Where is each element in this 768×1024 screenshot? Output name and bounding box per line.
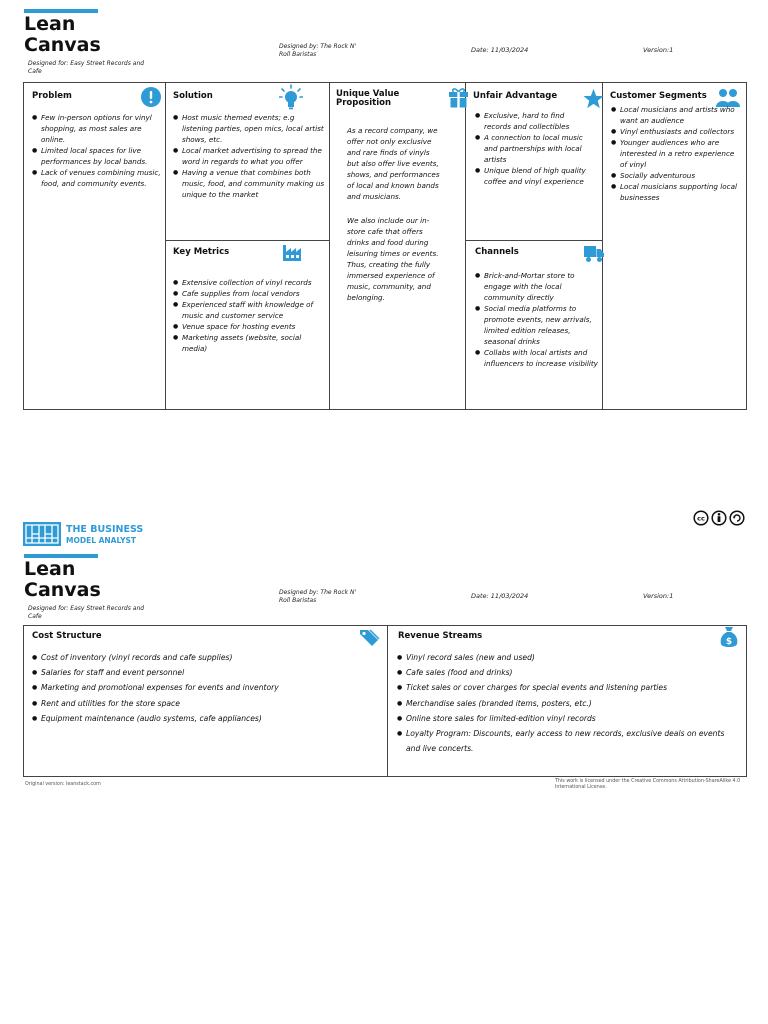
brand-name-line-2: MODEL ANALYST [66, 536, 137, 545]
page-title [24, 14, 101, 56]
truck-icon [584, 245, 604, 263]
version: Version:1 [643, 592, 674, 600]
title-line-1: Lean [24, 558, 76, 580]
exclamation-icon [141, 87, 161, 107]
customer-segments-list [611, 104, 739, 203]
divider [165, 82, 166, 410]
uvp-title [336, 90, 399, 107]
svg-text:$: $ [725, 637, 733, 648]
footer-original-version: Original version: leanstack.com [25, 782, 101, 787]
channels-title: Channels [475, 247, 519, 257]
designed-for: Designed for: Easy Street Records and Cafe [28, 60, 145, 75]
list-item: ● Socially adventurous [611, 170, 739, 181]
uvp-title-line-2: Proposition [336, 97, 392, 108]
gift-icon [448, 87, 469, 108]
title-line-2: Canvas [24, 579, 101, 601]
list-item: ● Limited local spaces for live performances by local bands. [32, 145, 162, 167]
divider [329, 82, 330, 410]
list-item: ● Local musicians supporting local businesses [611, 181, 739, 203]
divider [465, 240, 602, 241]
list-item: ● Venue space for hosting events [173, 321, 325, 332]
revenue-streams-list [397, 650, 739, 756]
key-metrics-title: Key Metrics [173, 247, 230, 257]
channels-list [475, 270, 599, 369]
list-item: ● Loyalty Program: Discounts, early access to new records, exclusive deals on events and live concerts. [397, 726, 739, 756]
key-metrics-list [173, 277, 325, 354]
list-item: ● Younger audiences who are interested in a retro experience of vinyl [611, 137, 739, 170]
designed-by: Designed by: The Rock N' Roll Baristas [279, 589, 357, 604]
footer-license: This work is licensed under the Creative Commons Attribution-ShareAlike 4.0 International License. [555, 779, 741, 790]
divider [465, 82, 466, 410]
list-item: ● Extensive collection of vinyl records [173, 277, 325, 288]
list-item: ● Online store sales for limited-edition vinyl records [397, 711, 739, 726]
factory-icon [282, 242, 302, 262]
list-item: ● Cost of inventory (vinyl records and cafe supplies) [32, 650, 382, 665]
list-item: ● Collabs with local artists and influencers to increase visibility [475, 347, 599, 369]
list-item: ● Rent and utilities for the store space [32, 696, 382, 711]
customer-segments-title: Customer Segments [610, 91, 707, 101]
list-item: ● Social media platforms to promote events, new arrivals, limited edition releases, seasonal drinks [475, 303, 599, 347]
list-item: ● Experienced staff with knowledge of music and customer service [173, 299, 325, 321]
list-item: ● Cafe supplies from local vendors [173, 288, 325, 299]
problem-list [32, 112, 162, 189]
page-title-2 [24, 559, 101, 601]
divider [387, 625, 388, 777]
list-item: ● Merchandise sales (branded items, posters, etc.) [397, 696, 739, 711]
list-item: ● Unique blend of high quality coffee and vinyl experience [475, 165, 593, 187]
list-item: ● Exclusive, hard to find records and collectibles [475, 110, 593, 132]
version: Version:1 [643, 46, 674, 54]
cost-structure-list [32, 650, 382, 726]
list-item: ● Marketing and promotional expenses for events and inventory [32, 680, 382, 695]
uvp-paragraph-1: As a record company, we offer not only exclusive and rare finds of vinyls but also offer live events, shows, and performances of local and known bands and musicians. [347, 126, 440, 201]
unfair-advantage-list [475, 110, 593, 187]
svg-text:cc: cc [697, 514, 705, 523]
designed-by: Designed by: The Rock N' Roll Baristas [279, 43, 357, 58]
list-item: ● Ticket sales or cover charges for special events and listening parties [397, 680, 739, 695]
cost-structure-title: Cost Structure [32, 631, 102, 641]
list-item: ● Local market advertising to spread the word in regards to what you offer [173, 145, 325, 167]
list-item: ● Host music themed events; e.g listening parties, open mics, local artist shows, etc. [173, 112, 325, 145]
list-item: ● Local musicians and artists who want an audience [611, 104, 739, 126]
unfair-advantage-title: Unfair Advantage [473, 91, 558, 101]
list-item: ● Vinyl enthusiasts and collectors [611, 126, 739, 137]
tag-icon [358, 628, 380, 648]
list-item: ● Marketing assets (website, social media) [173, 332, 325, 354]
list-item: ● Salaries for staff and event personnel [32, 665, 382, 680]
business-model-analyst-logo [23, 522, 61, 546]
money-bag-icon [720, 626, 738, 649]
brand-name-line-1: THE BUSINESS [66, 524, 144, 535]
list-item: ● Cafe sales (food and drinks) [397, 665, 739, 680]
uvp-title-line-1: Unique Value [336, 89, 400, 99]
title-line-2: Canvas [24, 34, 101, 56]
list-item: ● Brick-and-Mortar store to engage with the local community directly [475, 270, 599, 303]
list-item: ● Having a venue that combines both music, food, and community making us unique to the market [173, 167, 325, 200]
solution-title: Solution [173, 91, 213, 101]
revenue-streams-title: Revenue Streams [398, 631, 483, 641]
date: Date: 11/03/2024 [471, 46, 529, 54]
designed-for: Designed for: Easy Street Records and Cafe [28, 605, 145, 620]
date: Date: 11/03/2024 [471, 592, 529, 600]
problem-title: Problem [32, 91, 72, 101]
list-item: ● Vinyl record sales (new and used) [397, 650, 739, 665]
solution-list [173, 112, 325, 200]
title-line-1: Lean [24, 13, 76, 35]
creative-commons-icon [693, 510, 745, 526]
divider [165, 240, 329, 241]
uvp-paragraph-2: We also include our in-store cafe that offers drinks and food during leisuring times or events. Thus, creating the fully immersed experience of music, community, and belonging. [347, 216, 439, 302]
star-icon [583, 88, 604, 109]
list-item: ● Few in-person options for vinyl shopping, as most sales are online. [32, 112, 162, 145]
list-item: ● Equipment maintenance (audio systems, cafe appliances) [32, 711, 382, 726]
list-item: ● A connection to local music and partnerships with local artists [475, 132, 593, 165]
list-item: ● Lack of venues combining music, food, and community events. [32, 167, 162, 189]
lightbulb-icon [279, 84, 303, 110]
